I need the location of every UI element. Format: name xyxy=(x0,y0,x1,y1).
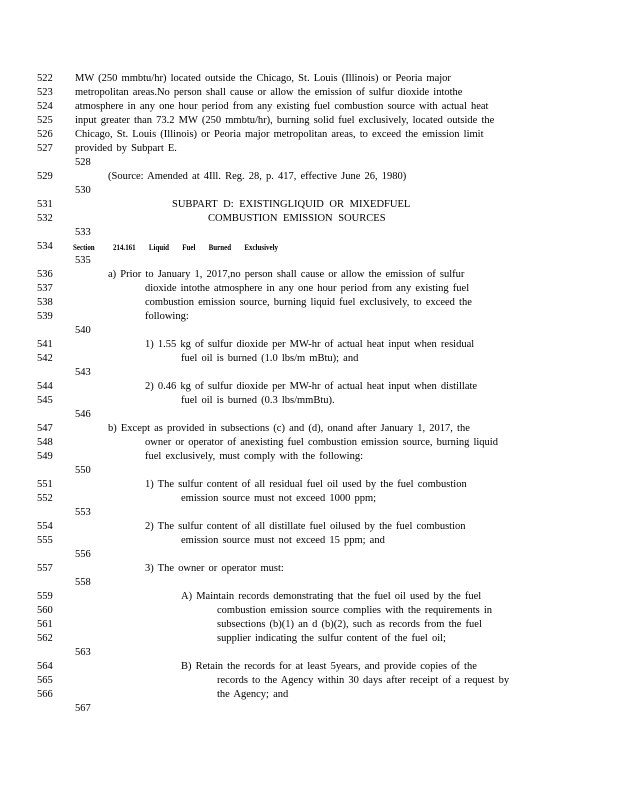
item-b3-A: A) Maintain records demonstrating that the fuel oil used by the fuel xyxy=(181,591,482,602)
section-heading: 214.161 Liquid Fuel Burned Exclusively xyxy=(113,242,279,252)
item-a2: 2) 0.46 kg of sulfur dioxide per MW-hr of actual heat input when distillate xyxy=(145,381,478,392)
subpart-heading: COMBUSTION EMISSION SOURCES xyxy=(208,213,386,224)
line-text: metropolitan areas.No person shall cause or allow the emission of sulfur dioxide intothe xyxy=(75,87,463,98)
line-number: 531 xyxy=(37,199,53,210)
line-number: 532 xyxy=(37,213,53,224)
line-number: 528 xyxy=(75,157,91,168)
line-number: 566 xyxy=(37,689,53,700)
line-number: 537 xyxy=(37,283,53,294)
line-number: 558 xyxy=(75,577,91,588)
item-b1: 1) The sulfur content of all residual fuel oil used by the fuel combustion xyxy=(145,479,467,490)
line-number: 567 xyxy=(75,703,91,714)
subpart-heading: SUBPART D: EXISTINGLIQUID OR MIXEDFUEL xyxy=(172,199,411,210)
line-number: 530 xyxy=(75,185,91,196)
line-text: MW (250 mmbtu/hr) located outside the Chicago, St. Louis (Illinois) or Peoria major xyxy=(75,73,451,84)
line-text: fuel exclusively, must comply with the following: xyxy=(145,451,363,462)
line-number: 541 xyxy=(37,339,53,350)
item-b2: 2) The sulfur content of all distillate fuel oilused by the fuel combustion xyxy=(145,521,466,532)
line-text: following: xyxy=(145,311,189,322)
line-number: 522 xyxy=(37,73,53,84)
line-number: 553 xyxy=(75,507,91,518)
line-text: dioxide intothe atmosphere in any one hour period from any existing fuel xyxy=(145,283,470,294)
line-number: 529 xyxy=(37,171,53,182)
line-text: emission source must not exceed 15 ppm; and xyxy=(181,535,385,546)
line-number: 534 xyxy=(37,241,53,252)
line-number: 554 xyxy=(37,521,53,532)
line-number: 542 xyxy=(37,353,53,364)
line-text: owner or operator of anexisting fuel combustion emission source, burning liquid xyxy=(145,437,498,448)
line-number: 556 xyxy=(75,549,91,560)
line-text: emission source must not exceed 1000 ppm; xyxy=(181,493,377,504)
source-note: (Source: Amended at 4Ill. Reg. 28, p. 417, effective June 26, 1980) xyxy=(108,171,407,182)
line-text: supplier indicating the sulfur content of the fuel oil; xyxy=(217,633,446,644)
line-number: 555 xyxy=(37,535,53,546)
line-number: 525 xyxy=(37,115,53,126)
line-text: atmosphere in any one hour period from any existing fuel combustion source with actual heat xyxy=(75,101,489,112)
line-text: fuel oil is burned (0.3 lbs/mmBtu). xyxy=(181,395,335,406)
section-label: Section xyxy=(73,242,95,252)
line-text: the Agency; and xyxy=(217,689,289,700)
line-number: 562 xyxy=(37,633,53,644)
line-text: combustion emission source complies with the requirements in xyxy=(217,605,492,616)
line-number: 547 xyxy=(37,423,53,434)
line-number: 533 xyxy=(75,227,91,238)
subsection-b: b) Except as provided in subsections (c) and (d), onand after January 1, 2017, the xyxy=(108,423,470,434)
line-number: 565 xyxy=(37,675,53,686)
line-number: 560 xyxy=(37,605,53,616)
line-number: 524 xyxy=(37,101,53,112)
line-text: subsections (b)(1) an d (b)(2), such as records from the fuel xyxy=(217,619,482,630)
item-a1: 1) 1.55 kg of sulfur dioxide per MW-hr of actual heat input when residual xyxy=(145,339,475,350)
line-number: 551 xyxy=(37,479,53,490)
line-number: 523 xyxy=(37,87,53,98)
line-number: 539 xyxy=(37,311,53,322)
line-number: 545 xyxy=(37,395,53,406)
line-number: 564 xyxy=(37,661,53,672)
line-number: 536 xyxy=(37,269,53,280)
line-text: records to the Agency within 30 days after receipt of a request by xyxy=(217,675,510,686)
line-text: fuel oil is burned (1.0 lbs/m mBtu); and xyxy=(181,353,359,364)
line-number: 538 xyxy=(37,297,53,308)
subsection-a: a) Prior to January 1, 2017,no person shall cause or allow the emission of sulfur xyxy=(108,269,465,280)
line-text: combustion emission source, burning liquid fuel exclusively, to exceed the xyxy=(145,297,472,308)
line-number: 544 xyxy=(37,381,53,392)
line-number: 527 xyxy=(37,143,53,154)
line-number: 561 xyxy=(37,619,53,630)
line-number: 559 xyxy=(37,591,53,602)
line-number: 526 xyxy=(37,129,53,140)
line-number: 549 xyxy=(37,451,53,462)
line-text: Chicago, St. Louis (Illinois) or Peoria major metropolitan areas, to exceed the emission limit xyxy=(75,129,484,140)
line-text: input greater than 73.2 MW (250 mmbtu/hr), burning solid fuel exclusively, located outside the xyxy=(75,115,495,126)
line-number: 540 xyxy=(75,325,91,336)
item-b3-B: B) Retain the records for at least 5years, and provide copies of the xyxy=(181,661,477,672)
line-number: 550 xyxy=(75,465,91,476)
item-b3: 3) The owner or operator must: xyxy=(145,563,284,574)
line-number: 563 xyxy=(75,647,91,658)
line-number: 557 xyxy=(37,563,53,574)
line-number: 546 xyxy=(75,409,91,420)
line-number: 535 xyxy=(75,255,91,266)
line-number: 543 xyxy=(75,367,91,378)
line-number: 552 xyxy=(37,493,53,504)
line-number: 548 xyxy=(37,437,53,448)
line-text: provided by Subpart E. xyxy=(75,143,177,154)
